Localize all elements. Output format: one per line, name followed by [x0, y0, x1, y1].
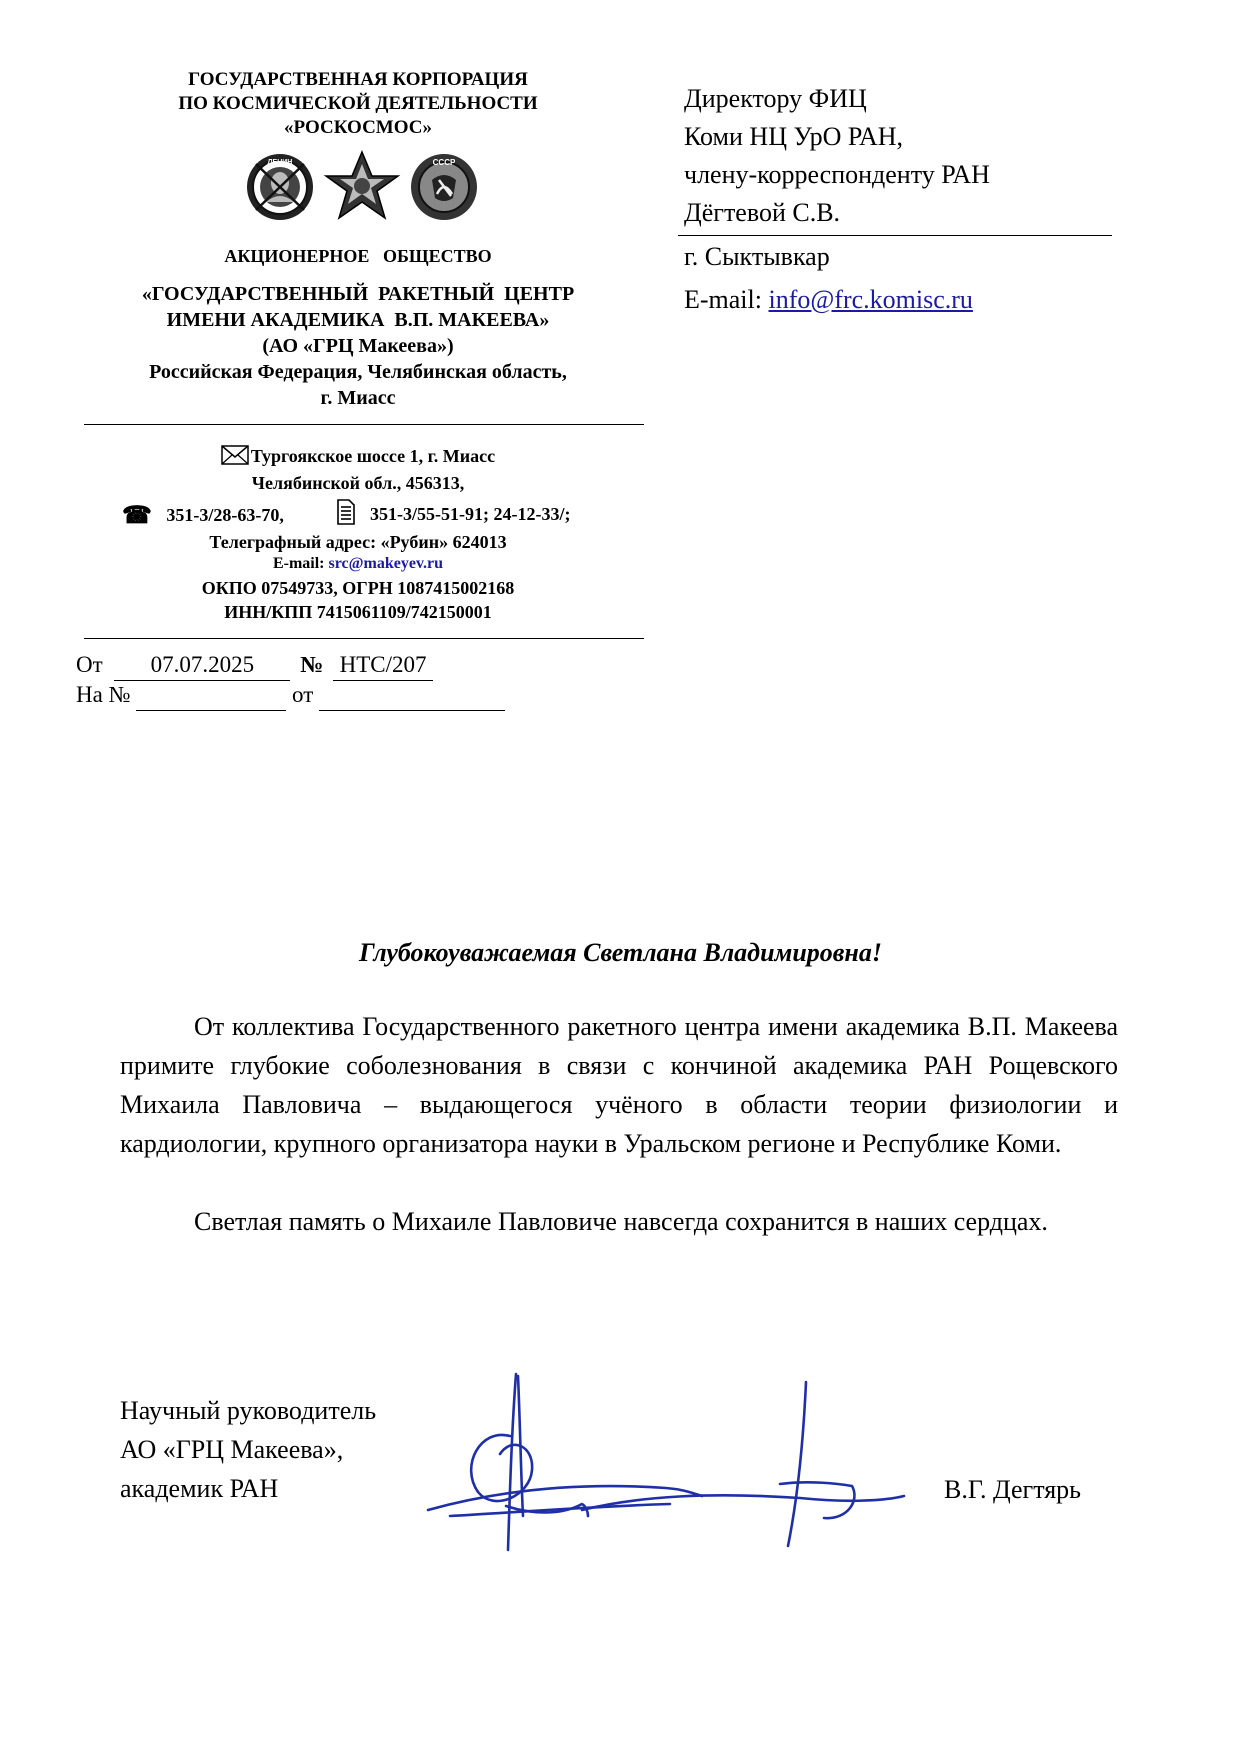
letterhead-divider-top	[84, 424, 644, 425]
company-short-name: (АО «ГРЦ Макеева»)	[262, 335, 454, 357]
company-name-line1-text: «ГОСУДАРСТВЕННЫЙ РАКЕТНЫЙ ЦЕНТР	[141, 283, 575, 305]
fax-line	[336, 499, 570, 527]
signatory-title-line2: АО «ГРЦ Макеева»,	[120, 1435, 344, 1464]
fax-number: 351-3/55-51-91; 24-12-33/;	[370, 504, 571, 524]
signatory-title-line1: Научный руководитель	[120, 1396, 377, 1425]
phone-icon: ☎	[122, 503, 152, 529]
company-type-text: АКЦИОНЕРНОЕ ОБЩЕСТВО	[224, 246, 492, 266]
emblems	[242, 150, 482, 224]
company-name-line1	[78, 282, 638, 306]
ussr-emblem-text: СССР	[432, 158, 456, 167]
letterhead-divider-bottom	[84, 638, 644, 639]
lenin-emblem-text: ЛЕНИН	[267, 159, 293, 166]
recipient-email-line	[684, 281, 973, 319]
letter-date: 07.07.2025	[114, 650, 290, 681]
okpo-ogrn: ОКПО 07549733, ОГРН 1087415002168	[201, 578, 515, 598]
handwritten-signature	[420, 1366, 910, 1556]
recipient-city: г. Сыктывкар	[684, 242, 830, 271]
letterhead-email-line	[78, 553, 638, 575]
letterhead-email-label: E-mail:	[272, 555, 329, 572]
signatory-name: В.Г. Дегтярь	[944, 1475, 1082, 1504]
recipient-name: Дёгтевой С.В.	[684, 198, 841, 227]
address-line1-text: Тургоякское шоссе 1, г. Миасс	[250, 446, 496, 466]
company-region-line1: Российская Федерация, Челябинская область,	[149, 361, 567, 383]
letter-number: НТС/207	[333, 650, 433, 681]
recipient-email-label: E-mail:	[684, 285, 769, 314]
red-star-order-icon	[326, 152, 398, 218]
corp-name-line1: ГОСУДАРСТВЕННАЯ КОРПОРАЦИЯ	[188, 69, 528, 90]
body-paragraph-2: Светлая память о Михаиле Павловиче навсегда сохранится в наших сердцах.	[194, 1207, 1048, 1236]
recipient-divider	[678, 235, 1112, 236]
corp-name-line2: ПО КОСМИЧЕСКОЙ ДЕЯТЕЛЬНОСТИ	[178, 93, 538, 114]
address-line2: Челябинской обл., 456313,	[251, 473, 465, 493]
phone-number: 351-3/28-63-70,	[166, 505, 284, 525]
recipient-line3: члену-корреспонденту РАН	[684, 160, 990, 189]
company-type	[78, 244, 638, 268]
telegraph-address: Телеграфный адрес: «Рубин» 624013	[209, 532, 507, 552]
recipient-line1: Директору ФИЦ	[684, 84, 867, 113]
body-paragraph-1: От коллектива Государственного ракетного центра имени академика В.П. Макеева примите глубокие соболезнования в связи с кончиной академика РАН Рощевского Михаила Павловича – выдающегося учёного в области теории физиологии и кардиологии, крупного организатора науки в Уральском регионе и Республике Коми.	[120, 1012, 1118, 1158]
number-sign: №	[300, 652, 324, 677]
company-name-line2-text: ИМЕНИ АКАДЕМИКА В.П. МАКЕЕВА»	[166, 309, 550, 331]
phone-line	[122, 503, 284, 529]
outgoing-reference	[76, 650, 433, 681]
reply-number-blank	[136, 680, 286, 711]
envelope-icon	[221, 445, 249, 465]
reply-date-blank	[319, 680, 505, 711]
address-line1	[78, 444, 638, 469]
company-region-line2: г. Миасс	[320, 387, 396, 409]
corp-name-line3: «РОСКОСМОС»	[284, 117, 432, 138]
reply-number-label: На №	[76, 682, 131, 707]
recipient-line2: Коми НЦ УрО РАН,	[684, 122, 904, 151]
signatory-title-line3: академик РАН	[120, 1474, 279, 1503]
inn-kpp: ИНН/КПП 7415061109/742150001	[224, 602, 492, 622]
letterhead-email-link[interactable]: src@makeyev.ru	[328, 555, 444, 572]
reply-date-label: от	[292, 682, 314, 707]
fax-document-icon	[336, 499, 356, 525]
incoming-reference	[76, 680, 505, 711]
recipient-email-link[interactable]: info@frc.komisc.ru	[768, 285, 973, 314]
company-name-line2	[78, 308, 638, 332]
salutation: Глубокоуважаемая Светлана Владимировна!	[359, 938, 882, 967]
from-label: От	[76, 652, 103, 677]
